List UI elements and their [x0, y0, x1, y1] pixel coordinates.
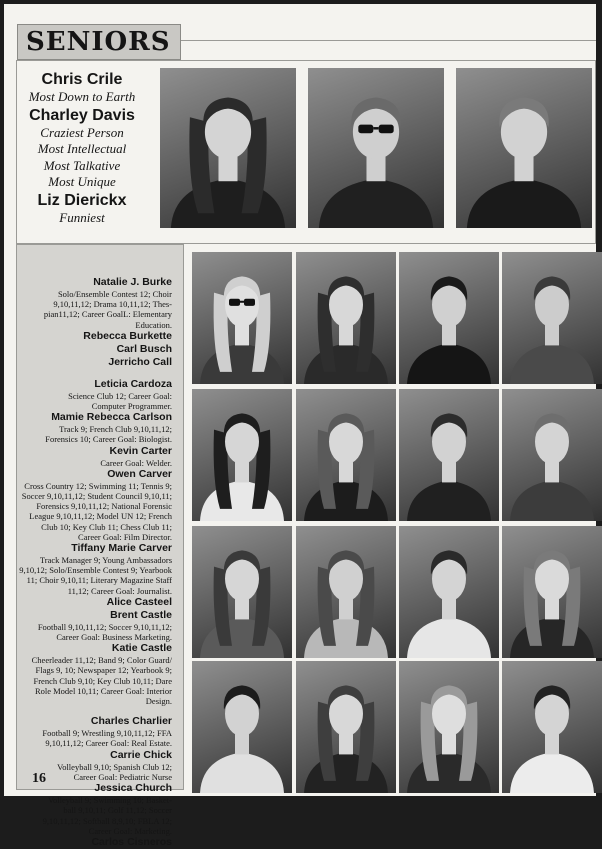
senior-activities: Career Goal: Marketing. — [88, 825, 172, 836]
senior-name: Natalie J. Burke — [93, 276, 172, 288]
senior-name: Carlos Cisneros — [91, 835, 172, 848]
senior-portrait — [399, 389, 499, 521]
senior-activities: Club 10; Key Club 11; Chess Club 11; — [41, 521, 172, 532]
senior-portrait — [296, 389, 396, 521]
senior-activities: Career Goal: Pediatric Nurse — [73, 771, 172, 782]
senior-portrait — [502, 526, 602, 658]
senior-name: Owen Carver — [107, 467, 172, 480]
superlative-portrait — [160, 68, 296, 228]
senior-activities: pian11,12; Career GoalL: Elementary — [43, 309, 172, 320]
senior-activities: Football 9; Wrestling 9,10,11,12; FFA — [42, 728, 172, 739]
senior-activities: 9,10,11,12; Drama 10,11,12; Thes- — [53, 299, 172, 310]
superlatives-list — [14, 70, 150, 226]
senior-activities: 9,10,11,12; Softball 8,9,10; FBLA 12; — [42, 815, 172, 826]
senior-name: Kevin Carter — [109, 444, 172, 457]
senior-activities: Solo/Ensemble Contest 12; Choir — [57, 289, 172, 299]
senior-activities: Science Club 12; Career Goal: — [68, 390, 172, 401]
senior-name: Jerricho Call — [108, 355, 172, 368]
yearbook-page — [4, 4, 596, 848]
senior-activities: Education. — [135, 319, 172, 330]
senior-name: Tiffany Marie Carver — [71, 542, 172, 555]
senior-activities: Cross Country 12; Swimming 11; Tennis 9; — [24, 480, 172, 491]
senior-activities: 11; Choir 9,10,11; Literary Magazine Staff — [26, 575, 172, 586]
senior-portrait — [192, 661, 292, 793]
senior-portrait — [502, 252, 602, 384]
senior-activities: Computer Programmer. — [91, 401, 172, 412]
senior-portrait — [192, 526, 292, 658]
senior-portrait — [192, 252, 292, 384]
senior-activities: Volleyball 9,10; Spanish Club 12; — [57, 761, 172, 772]
senior-activities: Cheerleader 11,12; Band 9; Color Guard/ — [31, 655, 172, 666]
superlative-award: Most Unique — [48, 174, 116, 189]
senior-portrait — [399, 526, 499, 658]
senior-name: Brent Castle — [110, 608, 172, 621]
senior-portrait — [296, 252, 396, 384]
senior-activities: 9,10,11,12; Career Goal: Real Estate. — [45, 738, 172, 749]
senior-activities: 9,10,12; Solo/Ensemble Contest 9; Yearbook — [19, 565, 172, 576]
senior-bios — [18, 276, 172, 849]
page-number: 16 — [32, 771, 46, 786]
senior-name: Carrie Chick — [110, 748, 172, 761]
senior-activities: Forensics 10; Career Goal: Biologist. — [45, 434, 172, 445]
header-rule — [181, 40, 596, 41]
senior-portrait — [296, 526, 396, 658]
senior-name: Charles Charlier — [90, 715, 172, 728]
senior-name: Rebecca Burkette — [83, 329, 172, 342]
superlative-award: Craziest Person — [40, 124, 124, 140]
superlative-name: Charley Davis — [29, 106, 135, 124]
senior-name: Mamie Rebecca Carlson — [51, 411, 172, 424]
senior-activities: League 9,10,11,12; Model UN 12; French — [29, 511, 172, 522]
superlative-name: Liz Dierickx — [37, 191, 127, 209]
bio-spacer — [18, 706, 172, 715]
superlative-award: Most Down to Earth — [28, 89, 136, 104]
senior-name: Carl Busch — [116, 342, 172, 355]
senior-activities: Soccer 9,10,11,12; Student Council 9,10,11; — [21, 491, 172, 502]
senior-activities: Forensics 9,10,11,12; National Forensic — [36, 501, 172, 512]
senior-activities: Track Manager 9; Young Ambassadors — [39, 555, 172, 566]
senior-activities: Design. — [145, 696, 172, 707]
senior-activities: Track 9; French Club 9,10,11,12; — [59, 424, 172, 435]
senior-activities: Career Goal: Film Director. — [78, 531, 172, 542]
senior-name: Jessica Church — [94, 782, 172, 795]
senior-name: Alice Casteel — [106, 595, 172, 608]
superlative-portrait — [456, 68, 592, 228]
senior-name: Leticia Cardoza — [94, 377, 172, 390]
senior-activities: Flags 9, 10; Newspaper 12; Yearbook 9; — [35, 665, 172, 676]
senior-activities: French Club 9,10; Key Club 10,11; Dare — [33, 675, 172, 686]
superlative-portrait — [308, 68, 444, 228]
senior-activities: Career Goal: Welder. — [100, 457, 172, 468]
senior-activities: 11,12; Career Goal: Journalist. — [67, 585, 172, 596]
section-header: SENIORS — [17, 24, 181, 60]
senior-name: Katie Castle — [111, 642, 172, 655]
senior-activities: Career Goal: Business Marketing. — [56, 632, 172, 643]
senior-portrait — [399, 252, 499, 384]
bio-spacer — [18, 369, 172, 378]
superlative-award: Most Intellectual — [37, 141, 127, 156]
senior-portrait — [502, 389, 602, 521]
senior-portrait — [502, 661, 602, 793]
senior-portrait — [192, 389, 292, 521]
superlative-name: Chris Crile — [41, 71, 123, 88]
superlative-award: Funniest — [59, 209, 105, 225]
senior-activities: Role Model 10,11; Career Goal: Interior — [34, 685, 172, 696]
senior-activities: ball 9,10,11; Golf 11,12; Soccer — [63, 805, 172, 816]
senior-activities: Volleyball 9; Swimming 10; Basket- — [47, 795, 172, 806]
senior-portrait — [399, 661, 499, 793]
senior-portrait — [296, 661, 396, 793]
superlative-award: Most Talkative — [43, 157, 121, 173]
senior-activities: Football 9,10,11,12; Soccer 9,10,11,12; — [37, 621, 172, 632]
